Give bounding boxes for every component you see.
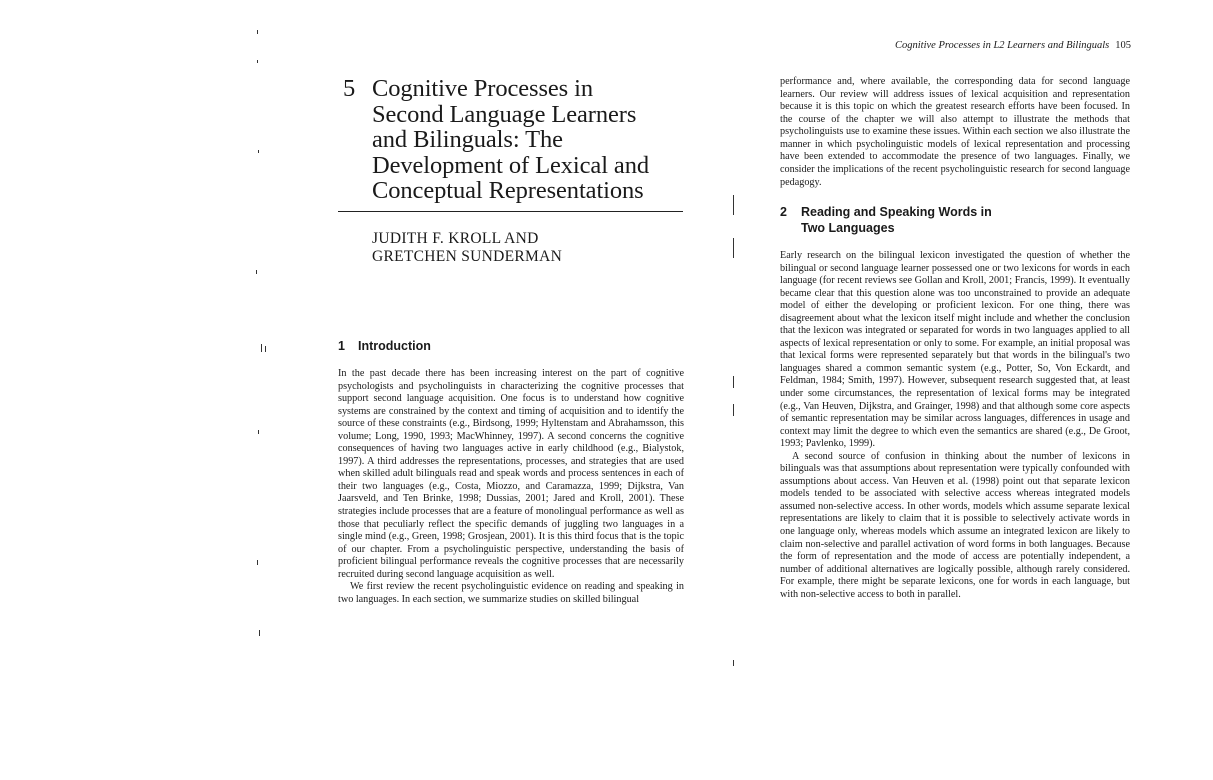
section-number: 2 (780, 205, 787, 219)
chapter-title-line: Development of Lexical and (372, 151, 649, 179)
authors (372, 230, 672, 266)
body-text-continued (780, 66, 1130, 199)
paragraph: In the past decade there has been increasing interest on the part of cognitive psychologists and psycholinguists in characterizing the cognitive processes that support second language acquisition. One focus is to understand how cognitive systems are constrained by the context and timing of acquisition and to identify the source of these constraints (e.g., Birdsong, 1999; Hyltenstam and Abrahamsson, this volume; Long, 1990, 1993; MacWhinney, 1997). A second concerns the cognitive consequences of having two languages active in early childhood (e.g., Bialystok, 1997). A third addresses the representations, processes, and strategies that are used when skilled adult bilinguals read and speak words and process sentences in each of their two languages (e.g., Costa, Miozzo, and Caramazza, 1999; Dijkstra, Van Jaarsveld, and Ten Brinke, 1998; Dussias, 2001; Jared and Kroll, 2001). These strategies include processes that are a feature of monolingual performance as well as those that peculiarly reflect the specific demands of juggling two languages in a single mind (e.g., Green, 1998; Grosjean, 2001). It is this third focus that is the topic of our chapter. From a psycholinguistic perspective, understanding the basis of proficient bilingual performance reveals the cognitive processes that are necessarily recruited during second language acquisition as well. (338, 368, 684, 580)
chapter-title-line: Cognitive Processes in (372, 75, 594, 102)
scan-mark (733, 376, 734, 388)
scan-mark (261, 344, 262, 352)
section-title-line: Reading and Speaking Words in (801, 205, 992, 219)
scan-mark (733, 195, 734, 215)
section-heading (338, 339, 678, 353)
scan-mark (258, 150, 259, 153)
scan-mark (257, 60, 258, 63)
scan-mark (257, 560, 258, 565)
paragraph: Early research on the bilingual lexicon investigated the question of whether the bilingual or second language learner possessed one or two lexicons for words in each language (for recent reviews see Gollan and Kroll, 2001; Francis, 1999). It eventually became clear that this question alone was too unconstrained to provide an adequate model of either the developing or proficient lexicon. For one thing, there was disagreement about what the lexicon itself might include and whether the conclusion that the lexicon was integrated or separated for words in two languages applied to all aspects of lexical representation or only to some. For example, an initial proposal was that lexical forms were represented separately but that words in the bilingual's two languages shared a common semantic system (e.g., Potter, So, Von Eckardt, and Feldman, 1984; Smith, 1997). However, subsequent research suggested that, at least under some circumstances, the representation of lexical forms may be integrated (e.g., Van Heuven, Dijkstra, and Grainger, 1998) and that although some core aspects of semantic representation may be similar across languages, differences in usage and context may limit the degree to which even the semantics are shared (e.g., De Groot, 1993; Pavlenko, 1999). (780, 250, 1130, 450)
scan-mark (258, 430, 259, 434)
author-line: GRETCHEN SUNDERMAN (372, 248, 563, 265)
paragraph: A second source of confusion in thinking about the number of lexicons in bilinguals was that assumptions about representation were typically confounded with assumptions about access. Van Heuven et al. (1998) point out that separate lexicon models tended to be associated with selective access whereas integrated models assumed non-selective access. In other words, models which assume separate lexical representations are likely to claim that it is possible to selectively activate words in one language only, whereas models which assume an integrated lexicon are likely to claim non-selective and parallel activation of word forms in both languages. Because the form of representation and the mode of access are potentially independent, a number of additional alternatives are logically possible, although rarely considered. For example, there might be separate lexicons, one for words in each language, but with non-selective access to both in parallel. (780, 450, 1130, 600)
paragraph: We first review the recent psycholinguistic evidence on reading and speaking in two languages. In each section, we summarize studies on skilled bilingual (338, 581, 684, 605)
chapter-title-line: Conceptual Representations (372, 177, 644, 205)
body-text (780, 250, 1130, 601)
scan-mark (265, 346, 266, 352)
scan-mark (257, 30, 258, 34)
section-number: 1 (338, 339, 345, 353)
scan-mark (733, 238, 734, 258)
scan-mark (256, 270, 257, 274)
running-head (895, 40, 1135, 51)
scan-mark (733, 404, 734, 416)
paragraph: performance and, where available, the corresponding data for second language learners. Our review will address issues of lexical acquisition and representation because it is this topic on which the greatest research efforts have been focused. In the course of the chapter we will also attempt to illustrate the methods that psycholinguists use to examine these issues. Within each section we also illustrate the manner in which psycholinguistic models of lexical representation and processing have been extended to accommodate the presence of two languages. Finally, we consider the implications of the recent psycholinguistic research for second language pedagogy. (780, 76, 1130, 188)
running-head-title: Cognitive Processes in L2 Learners and Bilinguals (895, 40, 1110, 51)
chapter-title-line: and Bilinguals: The (372, 126, 563, 154)
page-number: 105 (1115, 40, 1132, 51)
scan-mark (733, 660, 734, 666)
section-title: Introduction (358, 339, 431, 353)
author-line: JUDITH F. KROLL AND (372, 230, 539, 247)
chapter-number: 5 (343, 75, 356, 102)
section-title-line: Two Languages (801, 221, 895, 235)
title-rule (338, 211, 683, 212)
chapter-title (343, 76, 688, 204)
section-heading (780, 204, 1130, 236)
body-text (338, 368, 684, 606)
chapter-title-line: Second Language Learners (372, 100, 637, 128)
scan-mark (259, 630, 260, 636)
